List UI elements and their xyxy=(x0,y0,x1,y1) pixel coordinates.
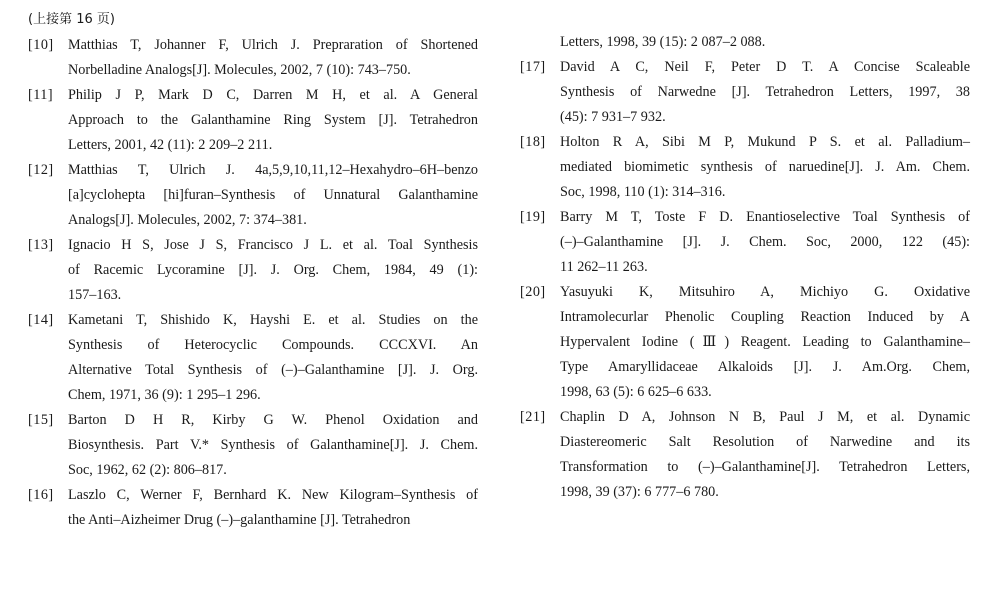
reference-16-continuation: Letters, 1998, 39 (15): 2 087–2 088. xyxy=(560,34,766,50)
reference-line: Transformation to (–)–Galanthamine[J]. Tetrahedron Letters, xyxy=(560,459,970,475)
reference-line: Intramolecurlar Phenolic Coupling Reaction Induced by A xyxy=(560,309,970,325)
reference-text xyxy=(560,205,970,280)
reference-entry xyxy=(520,205,970,280)
reference-line: Soc, 1962, 62 (2): 806–817. xyxy=(68,462,227,478)
reference-number: [13] xyxy=(28,237,54,253)
reference-entry xyxy=(520,405,970,505)
reference-line: of Racemic Lycoramine [J]. J. Org. Chem, 1984, 49 (1): xyxy=(68,262,478,278)
reference-entry xyxy=(28,83,478,158)
reference-text xyxy=(68,158,478,233)
reference-line: Synthesis of Narwedne [J]. Tetrahedron Letters, 1997, 38 xyxy=(560,84,970,100)
reference-number: [15] xyxy=(28,412,54,428)
reference-line: (45): 7 931–7 932. xyxy=(560,109,666,125)
reference-text xyxy=(68,233,478,308)
reference-line: Matthias T, Johanner F, Ulrich J. Prepraration of Shortened xyxy=(68,37,478,53)
reference-entry xyxy=(520,55,970,130)
reference-number: [16] xyxy=(28,487,54,503)
reference-line: Letters, 2001, 42 (11): 2 209–2 211. xyxy=(68,137,273,153)
reference-text xyxy=(560,55,970,130)
reference-number: [18] xyxy=(520,134,546,150)
reference-line: 11 262–11 263. xyxy=(560,259,648,275)
reference-text xyxy=(68,308,478,408)
reference-line: Chem, 1971, 36 (9): 1 295–1 296. xyxy=(68,387,261,403)
reference-line: Biosynthesis. Part V.* Synthesis of Galanthamine[J]. J. Chem. xyxy=(68,437,478,453)
reference-line: the Anti–Aizheimer Drug (–)–galanthamine [J]. Tetrahedron xyxy=(68,512,411,528)
reference-line: Chaplin D A, Johnson N B, Paul J M, et al. Dynamic xyxy=(560,409,970,425)
reference-line: 157–163. xyxy=(68,287,122,303)
reference-line: Yasuyuki K, Mitsuhiro A, Michiyo G. Oxidative xyxy=(560,284,970,300)
reference-line: Kametani T, Shishido K, Hayshi E. et al. Studies on the xyxy=(68,312,478,328)
reference-line: 1998, 39 (37): 6 777–6 780. xyxy=(560,484,719,500)
reference-line: Alternative Total Synthesis of (–)–Galanthamine [J]. J. Org. xyxy=(68,362,478,378)
reference-line: Norbelladine Analogs[J]. Molecules, 2002, 7 (10): 743–750. xyxy=(68,62,411,78)
reference-line: (–)–Galanthamine [J]. J. Chem. Soc, 2000, 122 (45): xyxy=(560,234,970,250)
reference-line: Barton D H R, Kirby G W. Phenol Oxidation and xyxy=(68,412,478,428)
reference-entry xyxy=(520,280,970,405)
reference-line: Approach to the Galanthamine Ring System [J]. Tetrahedron xyxy=(68,112,478,128)
reference-number: [17] xyxy=(520,59,546,75)
reference-line: Synthesis of Heterocyclic Compounds. CCCXVI. An xyxy=(68,337,478,353)
reference-line: Matthias T, Ulrich J. 4a,5,9,10,11,12–Hexahydro–6H–benzo xyxy=(68,162,478,178)
reference-number: [10] xyxy=(28,37,54,53)
reference-text xyxy=(68,408,478,483)
reference-line: Hypervalent Iodine (Ⅲ) Reagent. Leading to Galanthamine– xyxy=(560,334,970,350)
reference-number: [19] xyxy=(520,209,546,225)
reference-number: [14] xyxy=(28,312,54,328)
reference-text xyxy=(68,83,478,158)
reference-entry xyxy=(28,158,478,233)
reference-entry xyxy=(28,233,478,308)
reference-number: [20] xyxy=(520,284,546,300)
reference-line: [a]cyclohepta [hi]furan–Synthesis of Unnatural Galanthamine xyxy=(68,187,478,203)
reference-line: 1998, 63 (5): 6 625–6 633. xyxy=(560,384,712,400)
reference-entry xyxy=(28,483,478,533)
reference-line: Type Amaryllidaceae Alkaloids [J]. J. Am.Org. Chem, xyxy=(560,359,970,375)
reference-text xyxy=(68,33,478,83)
reference-text xyxy=(68,483,478,533)
references-left-column xyxy=(28,33,478,533)
reference-line: Barry M T, Toste F D. Enantioselective Toal Synthesis of xyxy=(560,209,970,225)
references-right-column xyxy=(520,30,970,505)
reference-entry xyxy=(28,408,478,483)
reference-entry xyxy=(28,308,478,408)
reference-number: [11] xyxy=(28,87,54,103)
reference-number: [12] xyxy=(28,162,54,178)
reference-entry xyxy=(520,130,970,205)
reference-line: Soc, 1998, 110 (1): 314–316. xyxy=(560,184,726,200)
reference-text xyxy=(560,405,970,505)
reference-line: Ignacio H S, Jose J S, Francisco J L. et al. Toal Synthesis xyxy=(68,237,478,253)
reference-line: Philip J P, Mark D C, Darren M H, et al. A General xyxy=(68,87,478,103)
reference-number: [21] xyxy=(520,409,546,425)
reference-text xyxy=(560,280,970,405)
reference-text xyxy=(560,130,970,205)
reference-entry xyxy=(28,33,478,83)
reference-line: Analogs[J]. Molecules, 2002, 7: 374–381. xyxy=(68,212,307,228)
reference-line: Holton R A, Sibi M P, Mukund P S. et al. Palladium– xyxy=(560,134,970,150)
reference-line: Laszlo C, Werner F, Bernhard K. New Kilogram–Synthesis of xyxy=(68,487,478,503)
reference-line: David A C, Neil F, Peter D T. A Concise Scaleable xyxy=(560,59,970,75)
reference-line: mediated biomimetic synthesis of naruedine[J]. J. Am. Chem. xyxy=(560,159,970,175)
continued-from-note: (上接第 16 页) xyxy=(28,12,115,27)
reference-line: Diastereomeric Salt Resolution of Narwedine and its xyxy=(560,434,970,450)
